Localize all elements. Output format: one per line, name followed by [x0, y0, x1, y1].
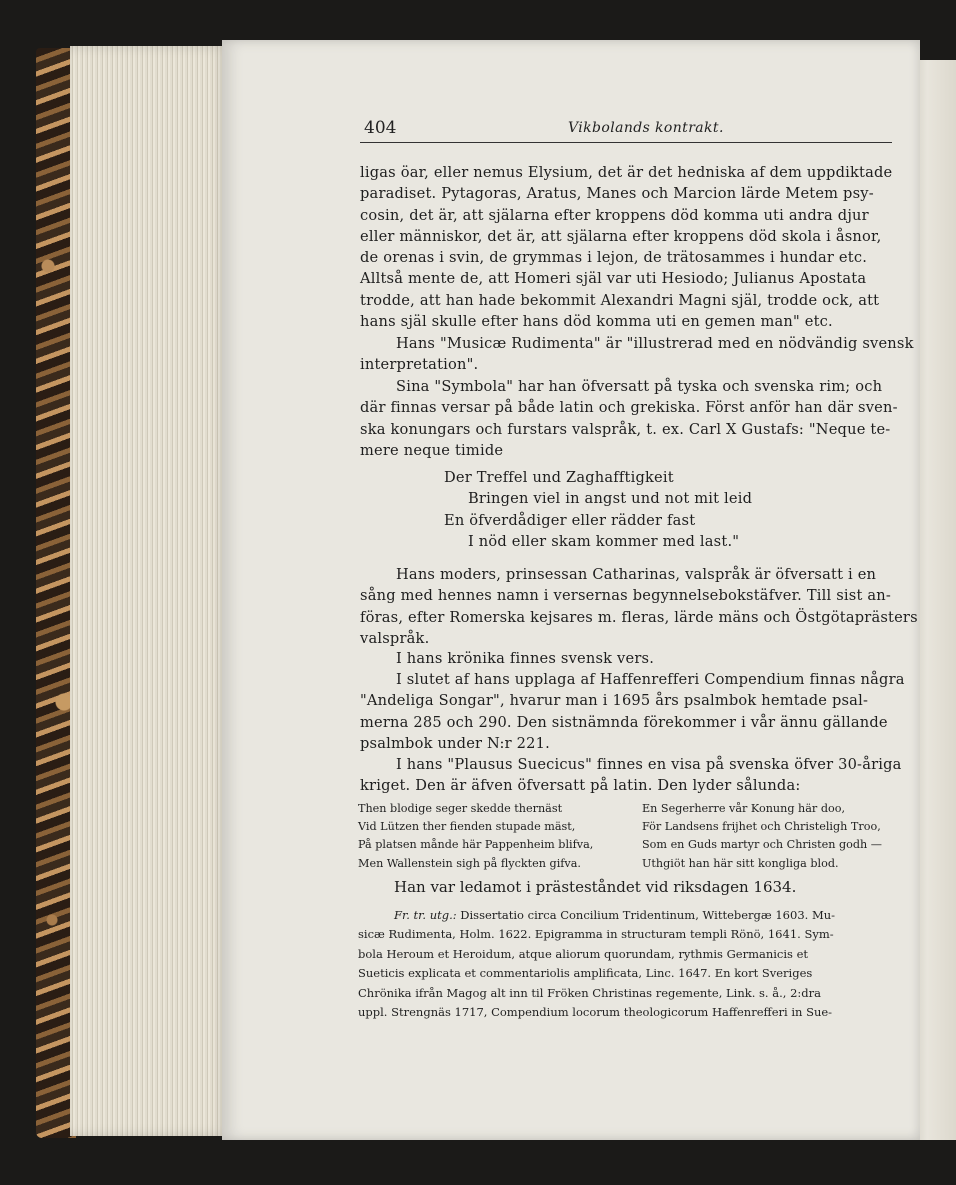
- paragraph-6: [360, 669, 905, 754]
- text-line: ska konungars och furstars valspråk, t. ex. Carl X Gustafs: "Neque te-: [360, 420, 891, 438]
- text-line: trodde, att han hade bekommit Alexandri Magni själ, trodde ock, att: [360, 291, 880, 309]
- song-line: Uthgiöt han här sitt kongliga blod.: [642, 856, 839, 870]
- song-line: På platsen månde här Pappenheim blifva,: [358, 838, 594, 852]
- text-line: kriget. Den är äfven öfversatt på latin. Den lyder sålunda:: [360, 777, 801, 795]
- text-line: sång med hennes namn i versernas begynnelsebokstäfver. Till sist an-: [360, 587, 892, 605]
- song-line: För Landsens frijhet och Christeligh Troo,: [642, 820, 881, 834]
- footnote-line: [358, 906, 898, 925]
- footnote-line: Sueticis explicata et commentariolis amplificata, Linc. 1647. En kort Sveriges: [358, 966, 813, 981]
- text-line: Alltså mente de, att Homeri själ var uti Hesiodo; Julianus Apostata: [360, 270, 867, 288]
- text-line: interpretation".: [360, 356, 479, 374]
- text-line: I hans krönika finnes svensk vers.: [396, 650, 655, 667]
- song-line: En Segerherre vår Konung här doo,: [642, 802, 846, 815]
- text-line: där finnas versar på både latin och grekiska. Först anför han där sven-: [360, 399, 898, 417]
- text-line: föras, efter Romerska kejsares m. fleras, lärde mäns och Östgötaprästers: [360, 608, 918, 626]
- footnote-line: sicæ Rudimenta, Holm. 1622. Epigramma in structuram templi Rönö, 1641. Sym-: [358, 927, 834, 942]
- text-line: I hans "Plausus Suecicus" finnes en visa på svenska öfver 30-åriga: [396, 756, 902, 773]
- text-line: hans själ skulle efter hans död komma uti en gemen man" etc.: [360, 313, 833, 331]
- footnote-line: Chrönika ifrån Magog alt inn til Fröken Christinas regemente, Link. s. å., 2:dra: [358, 985, 821, 1000]
- text-line: mere neque timide: [360, 441, 504, 459]
- paragraph-2: [360, 333, 914, 376]
- text-line: psalmbok under N:r 221.: [360, 734, 550, 752]
- song-left-column: [358, 800, 593, 873]
- text-line: Hans "Musicæ Rudimenta" är "illustrerad med en nödvändig svensk: [396, 335, 914, 352]
- song-right-column: [642, 800, 882, 873]
- page-number: 404: [364, 118, 397, 138]
- footnote-text: Dissertatio circa Concilium Tridentinum, Wittebergæ 1603. Mu-: [456, 908, 836, 922]
- paragraph-5: [360, 648, 900, 669]
- song-line: Vid Lützen ther fienden stupade mäst,: [358, 820, 576, 834]
- poem-line: En öfverdådiger eller rädder fast: [444, 511, 696, 529]
- poem: [444, 467, 956, 552]
- footnote-line: bola Heroum et Heroidum, atque aliorum quorundam, rythmis Germanicis et: [358, 946, 809, 961]
- footnote-line: uppl. Strengnäs 1717, Compendium locorum theologicorum Haffenrefferi in Sue-: [358, 1005, 833, 1020]
- song-line: Som en Guds martyr och Christen godh —: [642, 838, 882, 852]
- text-line: merna 285 och 290. Den sistnämnda förekommer i vår ännu gällande: [360, 713, 888, 731]
- text-line: "Andeliga Songar", hvarur man i 1695 års psalmbok hemtade psal-: [360, 692, 869, 710]
- page-stack-edge: [70, 46, 230, 1136]
- footnote: [358, 906, 898, 1022]
- text-line: I slutet af hans upplaga af Haffenrefferi Compendium finnas några: [396, 671, 905, 688]
- poem-line: Bringen viel in angst und not mit leid: [468, 490, 753, 508]
- song-line: Men Wallenstein sigh på flyckten gifva.: [358, 856, 581, 870]
- text-line: valspråk.: [360, 629, 430, 647]
- paragraph-3: [360, 376, 900, 461]
- running-title: Vikbolands kontrakt.: [568, 120, 724, 136]
- text-line: Sina "Symbola" har han öfversatt på tyska och svenska rim; och: [396, 378, 883, 395]
- book-page: [222, 40, 920, 1140]
- text-line: Hans moders, prinsessan Catharinas, valspråk är öfversatt i en: [396, 566, 877, 583]
- poem-line: Der Treffel und Zaghafftigkeit: [444, 469, 674, 486]
- song-line: Then blodige seger skedde thernäst: [358, 802, 563, 815]
- text-line: ligas öar, eller nemus Elysium, det är det hedniska af dem uppdiktade: [360, 164, 893, 181]
- paragraph-7: [360, 754, 900, 797]
- text-line: de orenas i svin, de grymmas i lejon, de trätosammes i hundar etc.: [360, 249, 868, 267]
- page-header: [360, 118, 892, 143]
- footnote-label: Fr. tr. utg.:: [394, 908, 457, 922]
- ledamot-line: Han var ledamot i prästeståndet vid riksdagen 1634.: [394, 878, 797, 896]
- text-line: cosin, det är, att själarna efter kroppens död komma uti andra djur: [360, 206, 869, 224]
- paragraph-1: [360, 162, 900, 332]
- text-line: paradiset. Pytagoras, Aratus, Manes och Marcion lärde Metem psy-: [360, 185, 874, 203]
- poem-line: I nöd eller skam kommer med last.": [468, 532, 740, 550]
- text-line: eller människor, det är, att själarna efter kroppens död skola i åsnor,: [360, 227, 882, 245]
- paragraph-4: [360, 564, 918, 649]
